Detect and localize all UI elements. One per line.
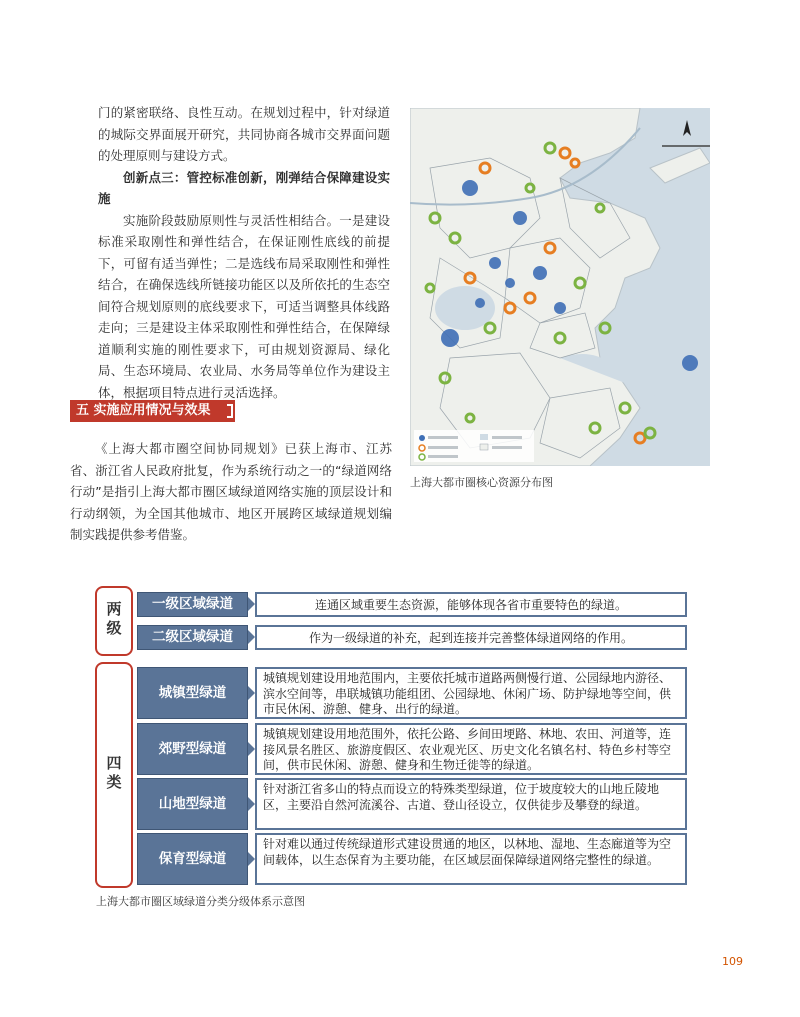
type-urban-desc: 城镇规划建设用地范围内，主要依托城市道路两侧慢行道、公园绿地内游径、滨水空间等，串联城镇功能组团、公园绿地、休闲广场、防护绿地等空间，供市民休闲、游憩、健身、出行的绿道。 <box>255 667 687 719</box>
paragraph-intro: 门的紧密联络、良性互动。在规划过程中，针对绿道的城际交界面展开研究，共同协商各城市交界面问题的处理原则与建设方式。 <box>98 105 390 163</box>
greenway-classification-diagram <box>95 586 692 888</box>
type-suburban-desc: 城镇规划建设用地范围外，依托公路、乡间田埂路、林地、农田、河道等，连接风景名胜区、旅游度假区、农业观光区、历史文化名镇名村、特色乡村等空间，供市民休闲、游憩、健身和生物迁徙等的绿道。 <box>255 723 687 775</box>
level-1-label: 一级区域绿道 <box>137 592 248 617</box>
paragraph-application: 《上海大都市圈空间协同规划》已获上海市、江苏省、浙江省人民政府批复，作为系统行动之一的“绿道网络行动”是指引上海大都市圈区域绿道网络实施的顶层设计和行动纲领，为全国其他城市、地区开展跨区域绿道规划编制实践提供参考借鉴。 <box>70 441 392 542</box>
type-mountain-label: 山地型绿道 <box>137 778 248 830</box>
section-heading-text: 五 实施应用情况与效果 <box>76 403 211 418</box>
map-caption: 上海大都市圈核心资源分布图 <box>410 476 553 489</box>
levels-group-label <box>97 600 131 638</box>
type-urban-label: 城镇型绿道 <box>137 667 248 719</box>
level-1-desc: 连通区域重要生态资源，能够体现各省市重要特色的绿道。 <box>255 592 687 617</box>
resource-distribution-map <box>410 108 710 466</box>
paragraph-implementation: 实施阶段鼓励原则性与灵活性相结合。一是建设标准采取刚性和弹性结合，在保证刚性底线的前提下，可留有适当弹性；二是选线布局采取刚性和弹性结合，在确保选线所链接功能区以及所依托的生态空间符合规划原则的底线要求下，可适当调整具体线路走向；三是建设主体采取刚性和弹性结合，在保障绿道顺利实施的刚性要求下，可由规划资源局、绿化局、生态环境局、农业局、水务局等单位作为建设主体，根据项目特点进行灵活选择。 <box>98 212 390 400</box>
arrow-icon <box>248 597 255 611</box>
type-suburban-label: 郊野型绿道 <box>137 723 248 775</box>
left-column <box>98 102 390 403</box>
map-legend <box>414 430 534 462</box>
level-2-label: 二级区域绿道 <box>137 625 248 650</box>
page-number: 109 <box>722 955 743 968</box>
levels-group-text: 两级 <box>106 600 122 637</box>
arrow-icon <box>248 797 255 811</box>
types-group-frame <box>95 662 133 888</box>
arrow-icon <box>248 630 255 644</box>
types-group-text: 四类 <box>106 754 122 791</box>
section-body <box>70 438 392 546</box>
level-2-desc: 作为一级绿道的补充，起到连接并完善整体绿道网络的作用。 <box>255 625 687 650</box>
arrow-icon <box>248 852 255 866</box>
map-graphic <box>410 108 710 466</box>
diagram-caption: 上海大都市圈区域绿道分类分级体系示意图 <box>96 895 305 908</box>
arrow-icon <box>248 686 255 700</box>
arrow-icon <box>248 742 255 756</box>
levels-group-frame <box>95 586 133 656</box>
type-conservation-desc: 针对难以通过传统绿道形式建设贯通的地区，以林地、湿地、生态廊道等为空间载体，以生态保育为主要功能，在区域层面保障绿道网络完整性的绿道。 <box>255 833 687 885</box>
innovation-heading: 创新点三：管控标准创新，刚弹结合保障建设实施 <box>98 169 390 206</box>
type-mountain-desc: 针对浙江省多山的特点而设立的特殊类型绿道，位于坡度较大的山地丘陵地区，主要沿自然河流溪谷、古道、登山径设立，仅供徒步及攀登的绿道。 <box>255 778 687 830</box>
types-group-label <box>97 754 131 792</box>
type-conservation-label: 保育型绿道 <box>137 833 248 885</box>
section-heading <box>70 400 235 422</box>
bracket-icon <box>227 404 233 418</box>
